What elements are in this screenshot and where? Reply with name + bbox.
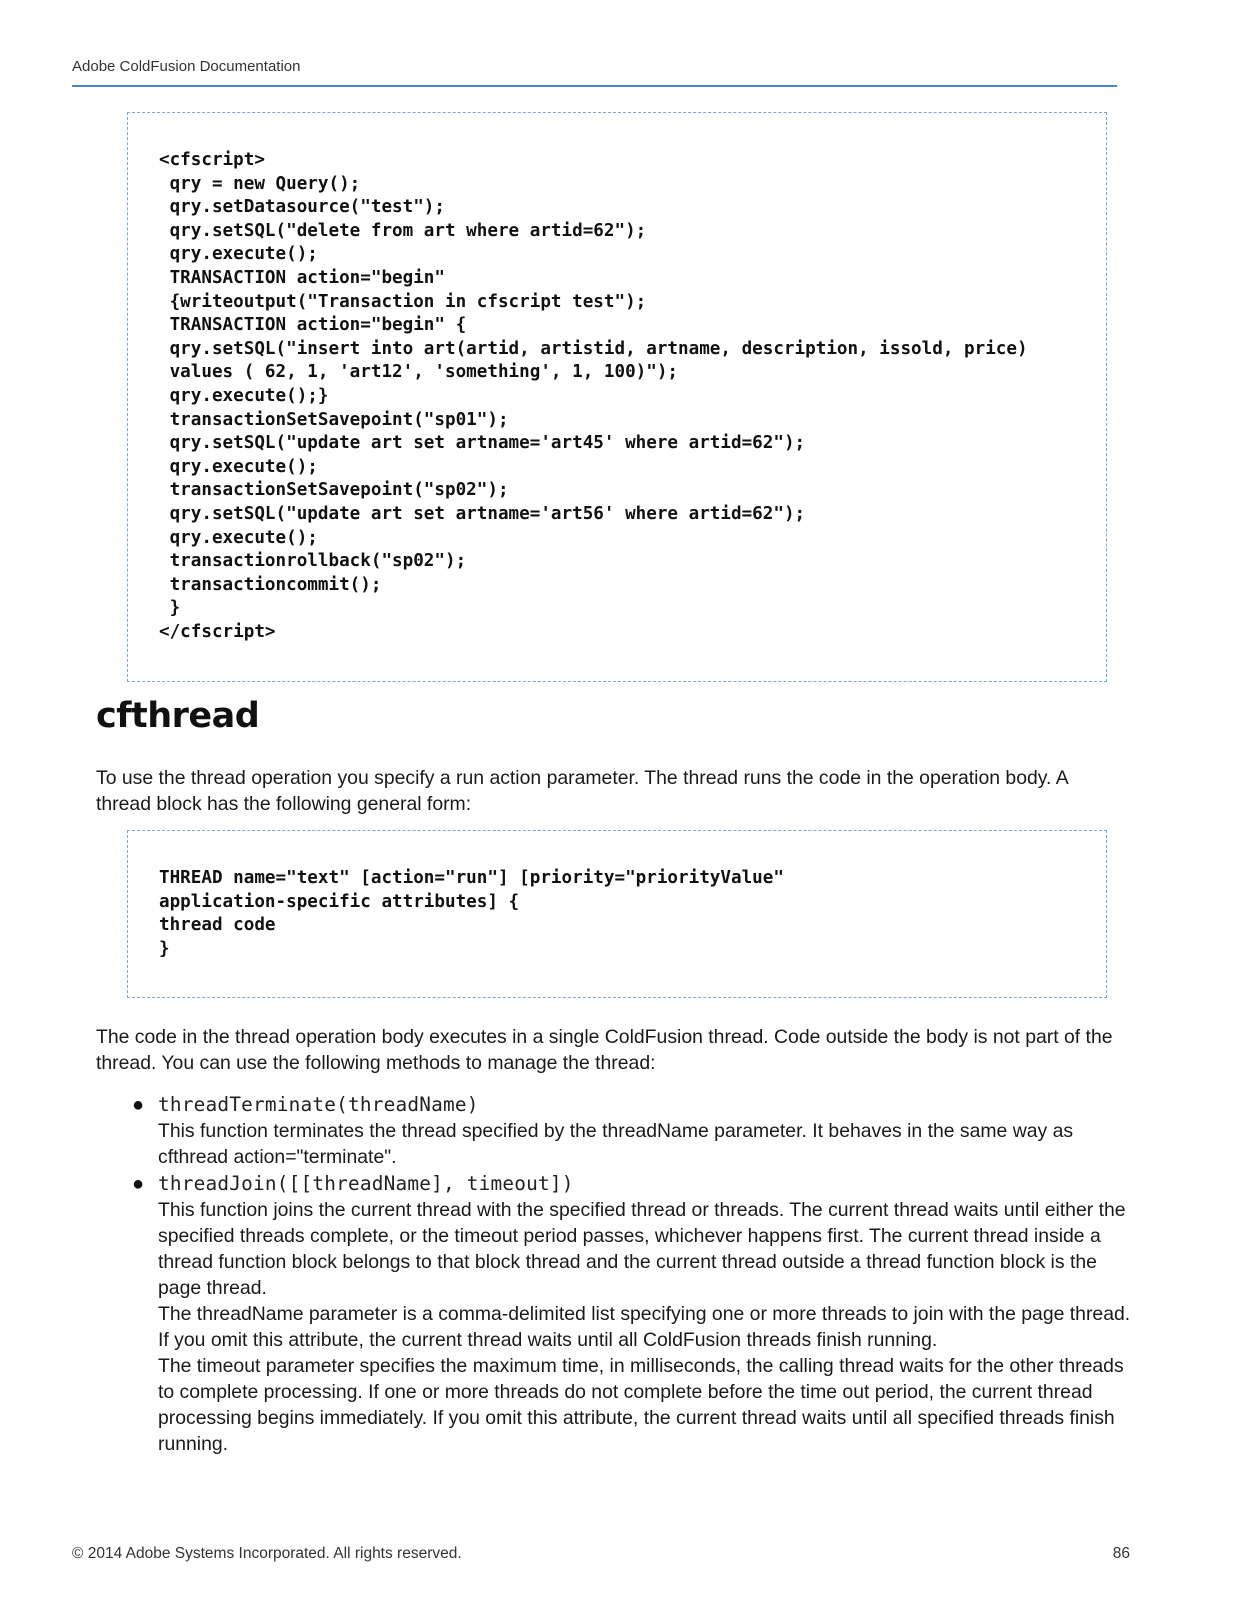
list-item (132, 1171, 1132, 1457)
method-signature: threadJoin([[threadName], timeout]) (158, 1172, 574, 1195)
method-signature: threadTerminate(threadName) (158, 1093, 479, 1116)
document-title: Adobe ColdFusion Documentation (72, 58, 301, 75)
bullet-icon: ● (132, 1173, 145, 1195)
intro-paragraph: To use the thread operation you specify a run action parameter. The thread runs the code in the operation body. A thread block has the following general form: (96, 767, 1068, 815)
page-footer (72, 1544, 1130, 1564)
section-heading: cfthread (96, 696, 260, 736)
method-description: This function terminates the thread specified by the threadName parameter. It behaves in the same way as cfthread action="terminate". (158, 1120, 1074, 1168)
method-list (132, 1092, 1132, 1457)
code-text: THREAD name="text" [action="run"] [priority="priorityValue" application-specific attributes] { thread code } (159, 868, 784, 959)
method-description: The timeout parameter specifies the maximum time, in milliseconds, the calling thread waits for the other threads to complete processing. If one or more threads do not complete before the time out period, the current thread processing begins immediately. If you omit this attribute, the current thread waits until all specified threads finish running. (158, 1355, 1124, 1455)
code-text: <cfscript> qry = new Query(); qry.setDatasource("test"); qry.setSQL("delete from art where artid=62"); qry.execute(); TRANSACTION action="begin" {writeoutput("Transaction in cfscript test"); TRANSACTION action="begin" { qry.setSQL("insert into art(artid, artistid, artname, description, issold, price) values ( 62, 1, 'art12', 'something', 1, 100)"); qry.execute();} transactionSetSavepoint("sp01"); qry.setSQL("update art set artname='art45' where artid=62"); qry.execute(); transactionSetSavepoint("sp02"); qry.setSQL("update art set artname='art56' where artid=62"); qry.execute(); transactionrollback("sp02"); transactioncommit(); } </cfscript> (159, 150, 1028, 642)
body-paragraph: The code in the thread operation body executes in a single ColdFusion thread. Code outside the body is not part of the thread. You can use the following methods to manage the thread: (96, 1026, 1113, 1074)
bullet-icon: ● (132, 1094, 145, 1116)
code-block-transaction (127, 112, 1107, 682)
method-description: The threadName parameter is a comma-delimited list specifying one or more threads to join with the page thread. If you omit this attribute, the current thread waits until all ColdFusion threads finish running. (158, 1303, 1131, 1351)
list-item (132, 1092, 1132, 1170)
method-description: This function joins the current thread with the specified thread or threads. The current thread waits until either the specified threads complete, or the timeout period passes, whichever happens first. The current thread inside a thread function block belongs to that block thread and the current thread outside a thread function block is the page thread. (158, 1199, 1126, 1299)
page-number: 86 (1112, 1545, 1130, 1562)
code-block-thread-form (127, 830, 1107, 998)
page-header (72, 57, 1117, 87)
copyright-text: © 2014 Adobe Systems Incorporated. All rights reserved. (72, 1545, 462, 1562)
